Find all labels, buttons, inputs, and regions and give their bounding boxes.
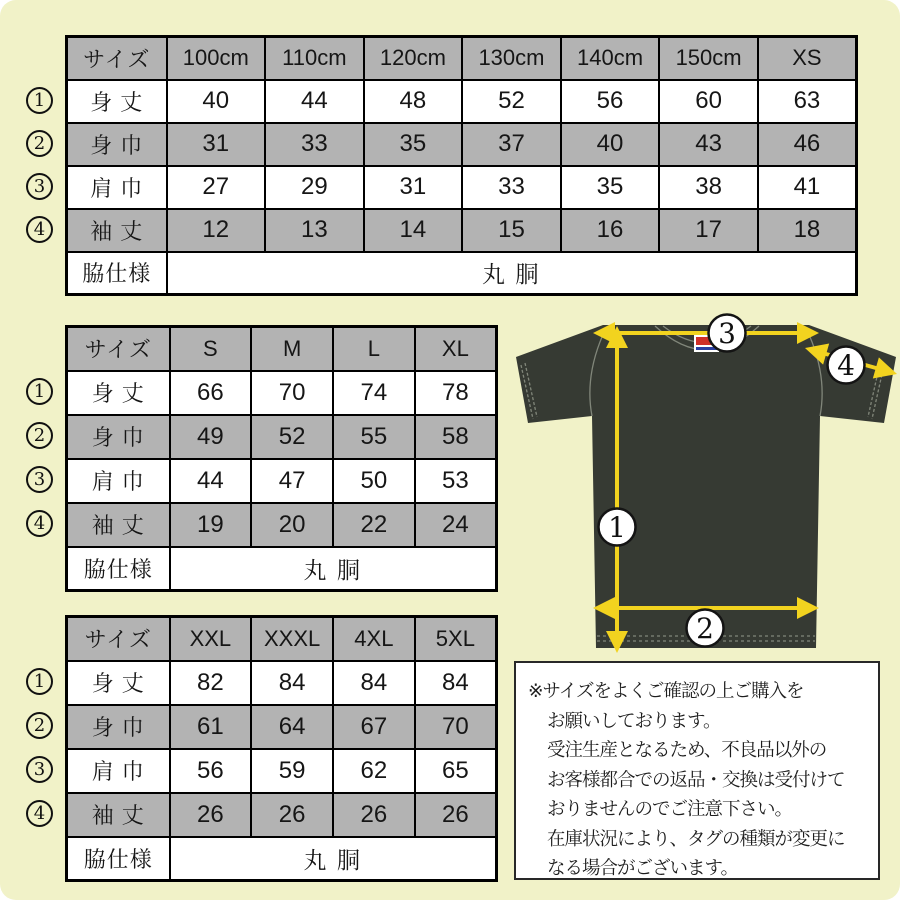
measure-label: 身 丈: [67, 80, 167, 123]
measure-value: 66: [170, 371, 252, 415]
measure-value: 50: [333, 459, 415, 503]
measure-value: 33: [462, 166, 561, 209]
measure-value: 29: [265, 166, 364, 209]
measure-label: 身 巾: [67, 705, 170, 749]
side-spec-value: 丸 胴: [170, 837, 497, 881]
measure-value: 43: [659, 123, 758, 166]
measure-row: [67, 371, 497, 415]
measure-row: [67, 209, 857, 252]
badge-4: [828, 347, 865, 384]
size-column-header: XS: [758, 37, 857, 80]
measure-row: [67, 503, 497, 547]
measure-row: [67, 415, 497, 459]
measure-value: 26: [333, 793, 415, 837]
measure-value: 55: [333, 415, 415, 459]
row-marker-4: 4: [26, 800, 53, 827]
measure-value: 53: [415, 459, 497, 503]
size-table-kids-xs: [65, 35, 858, 296]
notice-line: お客様都合での返品・交換は受付けて: [547, 768, 845, 790]
header-row: [67, 327, 497, 371]
measure-value: 16: [561, 209, 660, 252]
measure-row: [67, 80, 857, 123]
measure-value: 47: [251, 459, 333, 503]
size-table-adult-wrap: [65, 325, 498, 592]
measure-value: 58: [415, 415, 497, 459]
measure-value: 48: [364, 80, 463, 123]
side-spec-value: 丸 胴: [167, 252, 857, 295]
notice-line: ※サイズをよくご確認の上ご購入を: [528, 680, 804, 701]
svg-text:2: 2: [696, 612, 714, 645]
size-header-cell: サイズ: [67, 617, 170, 661]
measure-value: 17: [659, 209, 758, 252]
measure-value: 20: [251, 503, 333, 547]
badge-2: [687, 610, 724, 647]
side-spec-label: 脇仕様: [67, 837, 170, 881]
svg-text:3: 3: [718, 317, 736, 350]
measure-value: 33: [265, 123, 364, 166]
measure-value: 84: [251, 661, 333, 705]
size-column-header: XL: [415, 327, 497, 371]
row-marker-1: 1: [26, 87, 53, 114]
measure-label: 袖 丈: [67, 793, 170, 837]
measure-value: 27: [167, 166, 266, 209]
measure-value: 56: [170, 749, 252, 793]
measure-label: 肩 巾: [67, 749, 170, 793]
measure-label: 身 丈: [67, 661, 170, 705]
measure-value: 15: [462, 209, 561, 252]
tshirt-measurement-diagram: [505, 312, 900, 657]
size-column-header: 5XL: [415, 617, 497, 661]
size-table-xxl-5xl: [65, 615, 498, 882]
measure-value: 49: [170, 415, 252, 459]
measure-value: 61: [170, 705, 252, 749]
measure-row: [67, 123, 857, 166]
svg-text:4: 4: [837, 349, 855, 382]
row-marker-3: 3: [26, 173, 53, 200]
measure-value: 26: [170, 793, 252, 837]
size-table-s-xl: [65, 325, 498, 592]
measure-value: 12: [167, 209, 266, 252]
badge-1: [599, 509, 636, 546]
measure-value: 74: [333, 371, 415, 415]
measure-value: 31: [167, 123, 266, 166]
side-spec-value: 丸 胴: [170, 547, 497, 591]
size-column-header: M: [251, 327, 333, 371]
row-marker-2: 2: [26, 130, 53, 157]
row-marker-4: 4: [26, 510, 53, 537]
measure-value: 41: [758, 166, 857, 209]
measure-row: [67, 705, 497, 749]
size-header-cell: サイズ: [67, 37, 167, 80]
measure-value: 35: [364, 123, 463, 166]
size-column-header: 110cm: [265, 37, 364, 80]
measure-label: 肩 巾: [67, 459, 170, 503]
measure-value: 22: [333, 503, 415, 547]
measure-value: 31: [364, 166, 463, 209]
notice-line: 受注生産となるため、不良品以外の: [547, 739, 827, 760]
notice-line: なる場合がございます。: [547, 857, 739, 878]
purchase-notice: [514, 661, 880, 880]
badge-3: [709, 315, 746, 352]
size-table-big-wrap: [65, 615, 498, 882]
size-column-header: 120cm: [364, 37, 463, 80]
row-marker-2: 2: [26, 422, 53, 449]
measure-value: 52: [251, 415, 333, 459]
measure-label: 肩 巾: [67, 166, 167, 209]
measure-value: 26: [415, 793, 497, 837]
measure-value: 44: [170, 459, 252, 503]
measure-value: 84: [415, 661, 497, 705]
measure-value: 40: [561, 123, 660, 166]
row-marker-2: 2: [26, 712, 53, 739]
measure-value: 37: [462, 123, 561, 166]
measure-row: [67, 459, 497, 503]
row-marker-1: 1: [26, 668, 53, 695]
measure-value: 44: [265, 80, 364, 123]
svg-text:1: 1: [608, 511, 626, 544]
size-column-header: 4XL: [333, 617, 415, 661]
size-column-header: XXL: [170, 617, 252, 661]
measure-value: 78: [415, 371, 497, 415]
measure-value: 24: [415, 503, 497, 547]
notice-line: 在庫状況により、タグの種類が変更に: [547, 827, 845, 849]
side-spec-label: 脇仕様: [67, 547, 170, 591]
measure-value: 64: [251, 705, 333, 749]
measure-value: 38: [659, 166, 758, 209]
measure-value: 70: [415, 705, 497, 749]
measure-label: 袖 丈: [67, 209, 167, 252]
measure-value: 62: [333, 749, 415, 793]
measure-value: 18: [758, 209, 857, 252]
measure-value: 40: [167, 80, 266, 123]
size-column-header: S: [170, 327, 252, 371]
size-header-cell: サイズ: [67, 327, 170, 371]
notice-line: お願いしております。: [547, 709, 721, 731]
measure-value: 59: [251, 749, 333, 793]
measure-label: 袖 丈: [67, 503, 170, 547]
size-column-header: 140cm: [561, 37, 660, 80]
measure-value: 13: [265, 209, 364, 252]
row-marker-1: 1: [26, 378, 53, 405]
measure-label: 身 丈: [67, 371, 170, 415]
measure-value: 26: [251, 793, 333, 837]
side-spec-label: 脇仕様: [67, 252, 167, 295]
measure-value: 14: [364, 209, 463, 252]
row-marker-3: 3: [26, 756, 53, 783]
size-column-header: 100cm: [167, 37, 266, 80]
size-column-header: 130cm: [462, 37, 561, 80]
size-table-kids-wrap: [65, 35, 858, 296]
measure-value: 67: [333, 705, 415, 749]
measure-value: 35: [561, 166, 660, 209]
measure-value: 46: [758, 123, 857, 166]
header-row: [67, 617, 497, 661]
measure-row: [67, 749, 497, 793]
measure-label: 身 巾: [67, 123, 167, 166]
measure-value: 82: [170, 661, 252, 705]
measure-value: 63: [758, 80, 857, 123]
size-column-header: 150cm: [659, 37, 758, 80]
side-spec-row: [67, 547, 497, 591]
measure-row: [67, 793, 497, 837]
measure-row: [67, 661, 497, 705]
size-column-header: XXXL: [251, 617, 333, 661]
size-column-header: L: [333, 327, 415, 371]
side-spec-row: [67, 252, 857, 295]
measure-value: 60: [659, 80, 758, 123]
header-row: [67, 37, 857, 80]
notice-line: おりませんのでご注意下さい。: [547, 798, 793, 819]
measure-row: [67, 166, 857, 209]
measure-value: 65: [415, 749, 497, 793]
measure-value: 52: [462, 80, 561, 123]
measure-value: 19: [170, 503, 252, 547]
measure-label: 身 巾: [67, 415, 170, 459]
row-marker-3: 3: [26, 466, 53, 493]
measure-value: 70: [251, 371, 333, 415]
measure-value: 84: [333, 661, 415, 705]
side-spec-row: [67, 837, 497, 881]
row-marker-4: 4: [26, 216, 53, 243]
measure-value: 56: [561, 80, 660, 123]
